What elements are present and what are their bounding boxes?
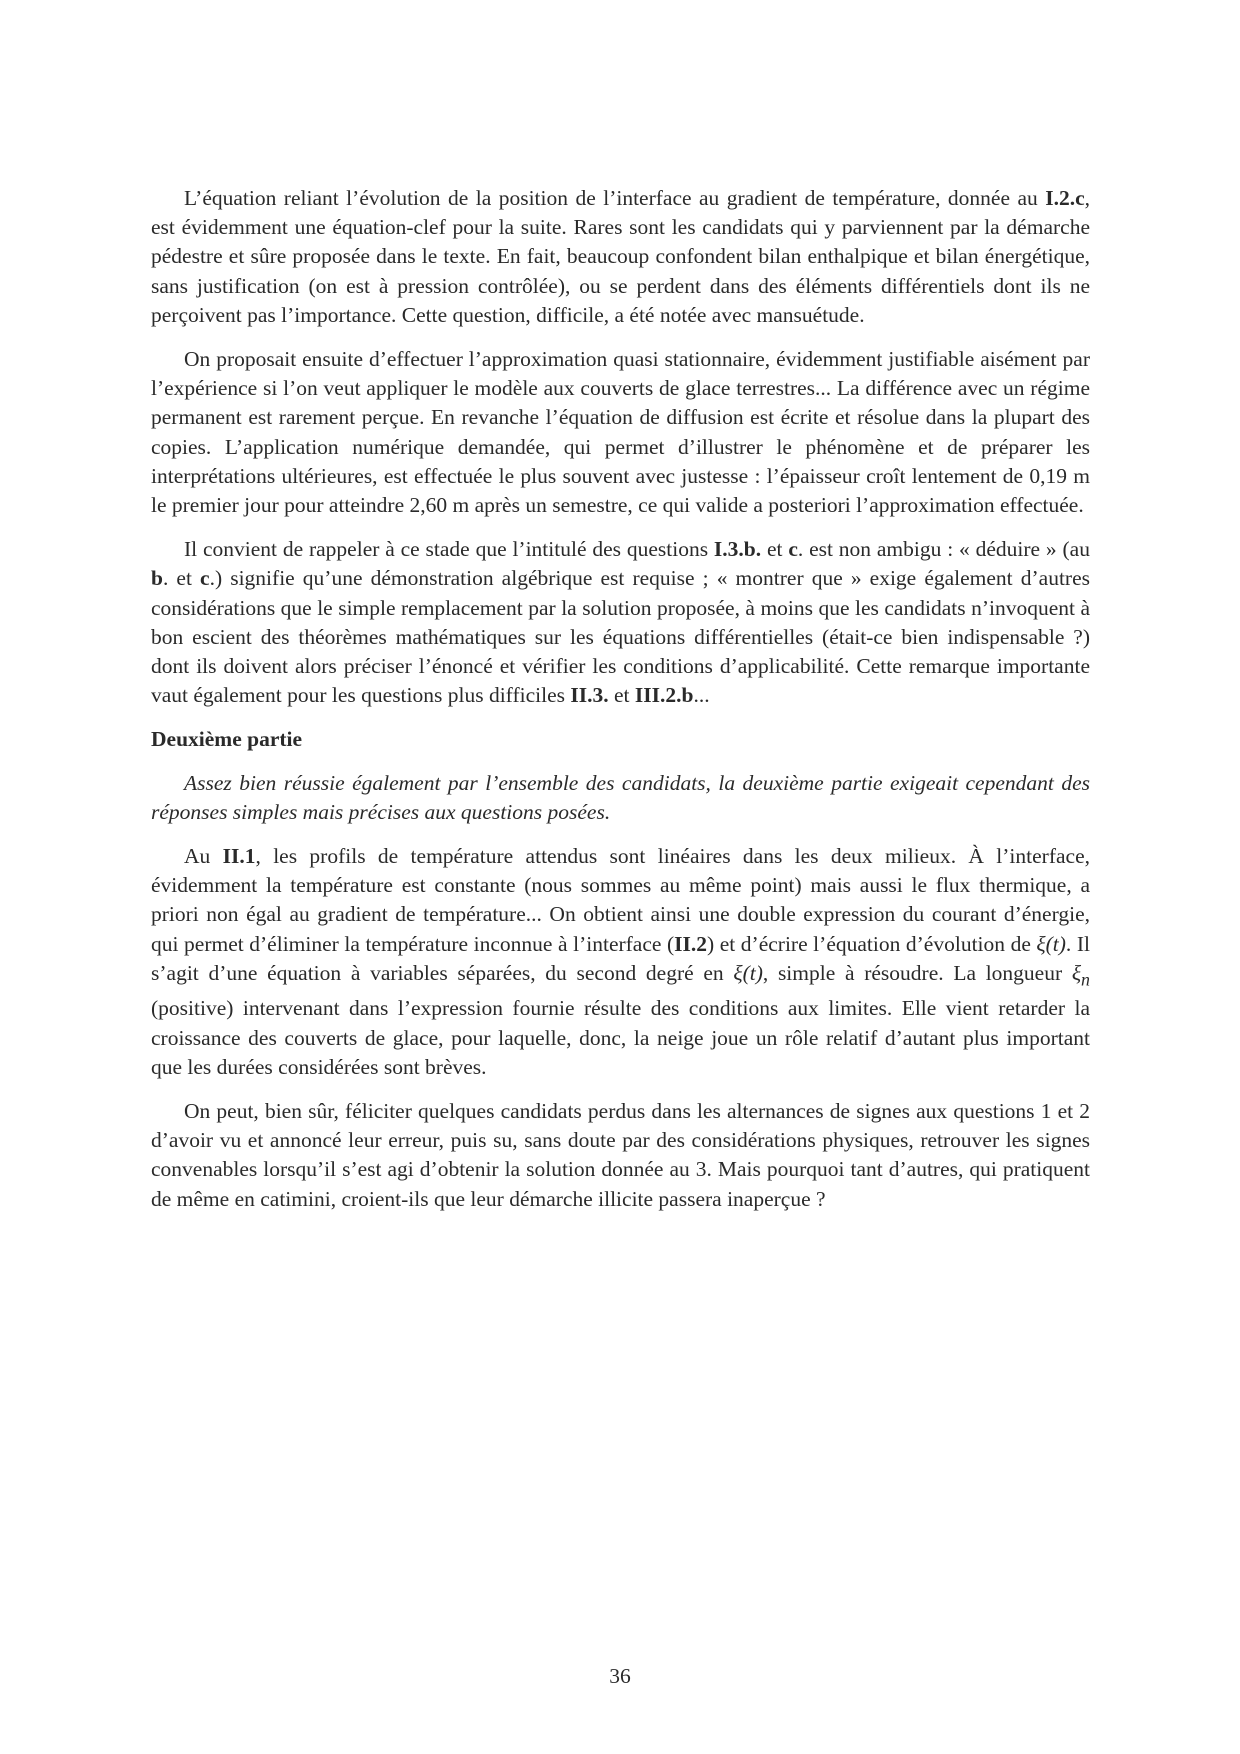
body-text xyxy=(151,184,1090,1229)
math-expression: ξ(t) xyxy=(733,960,763,985)
paragraph-sign-errors xyxy=(151,1097,1090,1214)
paragraph-temperature-profiles xyxy=(151,842,1090,1082)
text-run: , les profils de température attendus sont linéaires dans les deux milieux. À l’interface, évidemment la température est constante (nous sommes au même point) mais aussi le flux thermique, a priori non égal au gradient de température... On obtient ainsi une double expression du courant d’énergie, qui permet d’éliminer la température inconnue à l’interface ( xyxy=(151,844,1090,956)
math-expression: ξ(t) xyxy=(1036,931,1066,956)
text-run: Il convient de rappeler à ce stade que l’intitulé des questions xyxy=(184,537,714,562)
paragraph-section-summary xyxy=(151,769,1090,827)
question-ref: I.3.b. xyxy=(713,537,762,562)
text-run: . est non ambigu : « déduire » (au xyxy=(797,537,1090,562)
text-run: Au xyxy=(184,844,223,869)
text-run: et xyxy=(608,683,635,708)
text-run: L’équation reliant l’évolution de la position de l’interface au gradient de température, donnée au xyxy=(184,186,1046,210)
question-ref: II.3. xyxy=(570,683,609,708)
question-ref: b xyxy=(151,566,163,591)
question-ref: c xyxy=(788,537,798,562)
text-run: et xyxy=(761,537,789,562)
paragraph-quasi-stationary xyxy=(151,345,1090,520)
paragraph-interface-equation xyxy=(151,184,1090,330)
text-run: Assez bien réussie également par l’ensemble des candidats, la deuxième partie exigeait cependant des réponses simples mais précises aux questions posées. xyxy=(151,770,1090,824)
math-subscript: n xyxy=(1081,969,1090,990)
text-run: . et xyxy=(162,566,201,591)
text-run: , simple à résoudre. La longueur xyxy=(762,960,1072,985)
text-run: ) et d’écrire l’équation d’évolution de xyxy=(707,931,1037,956)
question-ref: II.2 xyxy=(674,931,708,956)
text-run: .) signifie qu’une démonstration algébrique est requise ; « montrer que » exige également d’autres considérations que le simple remplacement par la solution proposée, à moins que les candidats n’invoquent à bon escient des théorèmes mathématiques sur les équations différentielles (était-ce bien indispensable ?) dont ils doivent alors préciser l’énoncé et vérifier les conditions d’applicabilité. Cette remarque importante vaut également pour les questions plus difficiles xyxy=(151,566,1090,708)
text-run: , est évidemment une équation-clef pour la suite. Rares sont les candidats qui y parviennent par la démarche pédestre et sûre proposée dans le texte. En fait, beaucoup confondent bilan enthalpique et bilan énergétique, sans justification (on est à pression contrôlée), ou se perdent dans des éléments différentiels dont ils ne perçoivent pas l’importance. Cette question, difficile, a été notée avec mansuétude. xyxy=(151,186,1090,327)
question-ref: c xyxy=(200,566,210,591)
question-ref: III.2.b xyxy=(634,683,694,708)
text-run: On proposait ensuite d’effectuer l’approximation quasi stationnaire, évidemment justifiable aisément par l’expérience si l’on veut appliquer le modèle aux couverts de glace terrestres... La différence avec un régime permanent est rarement perçue. En revanche l’équation de diffusion est écrite et résolue dans la plupart des copies. L’application numérique demandée, qui permet d’illustrer le phénomène et de préparer les interprétations ultérieures, est effectuée le plus souvent avec justesse : l’épaisseur croît lentement de 0,19 m le premier jour pour atteindre 2,60 m après un semestre, ce qui valide a posteriori l’approximation effectuée. xyxy=(151,347,1090,518)
math-expression xyxy=(1071,960,1090,990)
math-symbol: ξ xyxy=(1071,960,1082,985)
question-ref: II.1 xyxy=(222,844,256,869)
text-run: On peut, bien sûr, féliciter quelques candidats perdus dans les alternances de signes aux questions 1 et 2 d’avoir vu et annoncé leur erreur, puis su, sans doute par des considérations physiques, retrouver les signes convenables lorsqu’il s’est agi d’obtenir la solution donnée au 3. Mais pourquoi tant d’autres, qui pratiquent de même en catimini, croient-ils que leur démarche illicite passera inaperçue ? xyxy=(151,1098,1090,1211)
text-run: (positive) intervenant dans l’expression fournie résulte des conditions aux limites. Elle vient retarder la croissance des couverts de glace, pour laquelle, donc, la neige joue un rôle relatif d’autant plus important que les durées considérées sont brèves. xyxy=(151,996,1090,1079)
text-run: ... xyxy=(693,683,710,708)
section-heading: Deuxième partie xyxy=(151,727,303,752)
paragraph-question-wording xyxy=(151,535,1090,710)
page-number: 36 xyxy=(609,1664,631,1688)
text-run: . Il s’agit d’une équation à variables séparées, du second degré en xyxy=(151,931,1090,985)
question-ref: I.2.c xyxy=(1045,186,1085,210)
